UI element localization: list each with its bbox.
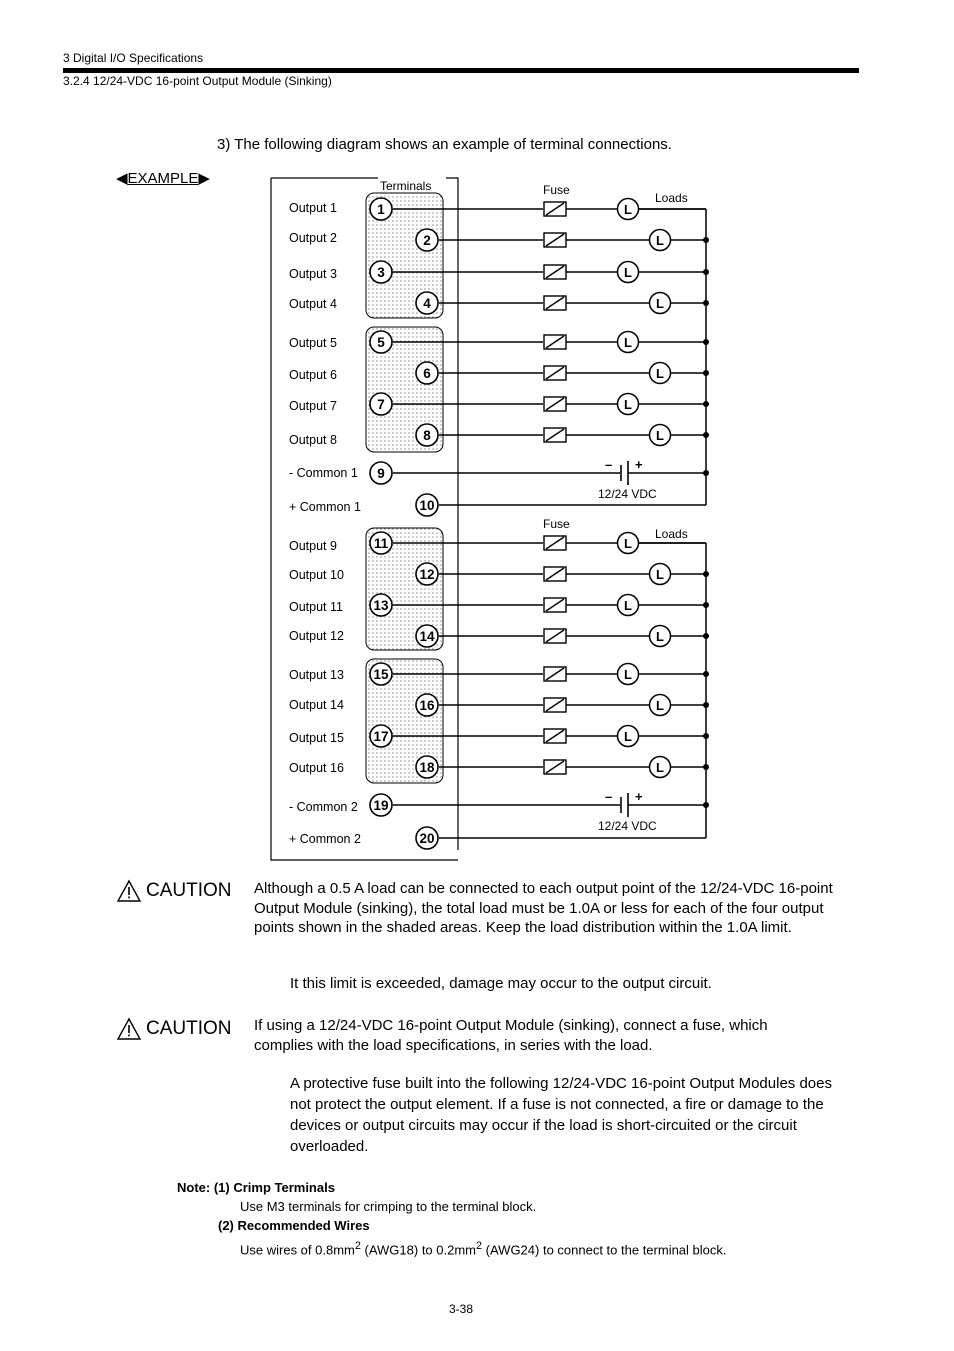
terminal-label: Output 15 xyxy=(289,731,344,745)
note-1-text: Use M3 terminals for crimping to the terminal block. xyxy=(240,1199,537,1214)
caution-heading-2 xyxy=(116,1017,232,1041)
terminal-label: - Common 1 xyxy=(289,466,358,480)
terminal-label: - Common 2 xyxy=(289,800,358,814)
load-symbol: L xyxy=(656,296,664,311)
terminal-number: 18 xyxy=(419,760,435,775)
note-heading xyxy=(177,1178,335,1197)
note-2-text xyxy=(240,1237,740,1259)
terminal-number: 14 xyxy=(419,629,435,644)
terminal-label: Output 16 xyxy=(289,761,344,775)
terminal-number: 15 xyxy=(373,667,389,682)
load-symbol: L xyxy=(624,265,632,280)
caution-2-text: If using a 12/24-VDC 16-point Output Module (sinking), connect a fuse, which complies with the load specifications, in series with the load. xyxy=(254,1017,768,1054)
warning-triangle-icon xyxy=(116,1017,142,1041)
terminal-label: Output 2 xyxy=(289,231,337,245)
note-2-heading: (2) Recommended Wires xyxy=(218,1218,370,1233)
battery-minus-sign: – xyxy=(605,457,613,472)
warning-triangle-icon xyxy=(116,879,142,903)
load-symbol: L xyxy=(624,729,632,744)
terminal-label: + Common 1 xyxy=(289,500,361,514)
terminal-number: 6 xyxy=(423,366,431,381)
battery-minus-sign: – xyxy=(605,789,613,804)
load-symbol: L xyxy=(656,233,664,248)
caution-1-text: Although a 0.5 A load can be connected to each output point of the 12/24-VDC 16-point Output Module (sinking), the total load must be 1.0A or less for each of the four output points shown in the shaded areas. Keep the load distribution within the 1.0A limit. xyxy=(254,880,833,936)
terminal-label: Output 6 xyxy=(289,368,337,382)
load-symbol: L xyxy=(656,629,664,644)
load-symbol: L xyxy=(656,428,664,443)
terminal-label: Output 8 xyxy=(289,433,337,447)
page-number: 3-38 xyxy=(449,1302,474,1316)
load-symbol: L xyxy=(624,397,632,412)
subsection-header: 3.2.4 12/24-VDC 16-point Output Module (Sinking) xyxy=(63,74,332,88)
terminal-number: 16 xyxy=(419,698,435,713)
loads-label: Loads xyxy=(655,191,688,205)
load-symbol: L xyxy=(624,536,632,551)
terminal-label: Output 11 xyxy=(289,600,343,614)
note-2-mid: (AWG18) to 0.2mm xyxy=(360,1242,477,1258)
terminals-label: Terminals xyxy=(380,179,432,193)
terminal-number: 2 xyxy=(423,233,431,248)
load-symbol: L xyxy=(656,698,664,713)
terminal-number: 13 xyxy=(373,598,389,613)
load-symbol: L xyxy=(656,567,664,582)
load-symbol: L xyxy=(624,335,632,350)
battery-plus-sign: + xyxy=(635,789,643,804)
note-2-post: (AWG24) to connect to the terminal block. xyxy=(482,1242,727,1258)
terminal-number: 4 xyxy=(423,296,431,311)
supply-voltage-label: 12/24 VDC xyxy=(598,487,657,501)
terminal-number: 19 xyxy=(373,798,389,813)
caution-heading-1 xyxy=(116,879,232,903)
example-label: EXAMPLE xyxy=(127,170,199,187)
terminal-number: 7 xyxy=(377,397,385,412)
fuse-label: Fuse xyxy=(543,517,570,531)
load-symbol: L xyxy=(624,598,632,613)
terminal-label: Output 3 xyxy=(289,267,337,281)
loads-label: Loads xyxy=(655,527,688,541)
terminal-number: 17 xyxy=(373,729,389,744)
terminal-number: 9 xyxy=(377,466,385,481)
terminal-label: Output 7 xyxy=(289,399,337,413)
fuse-label: Fuse xyxy=(543,183,570,197)
load-symbol: L xyxy=(624,202,632,217)
terminal-number: 3 xyxy=(377,265,385,280)
note-2-pre: Use wires of 0.8mm xyxy=(240,1242,355,1258)
load-symbol: L xyxy=(656,366,664,381)
terminal-label: Output 4 xyxy=(289,297,337,311)
terminal-number: 12 xyxy=(419,567,435,582)
terminal-label: Output 14 xyxy=(289,698,344,712)
caution-label-2: CAUTION xyxy=(146,1018,232,1039)
right-triangle-icon: ▶ xyxy=(198,170,210,187)
terminal-label: Output 1 xyxy=(289,201,337,215)
note-1-heading: Note: (1) Crimp Terminals xyxy=(177,1180,335,1195)
caution-2-detail: A protective fuse built into the following 12/24-VDC 16-point Output Modules does not protect the output element. If a fuse is not connected, a fire or damage to the devices or output circuits may occur if the load is short-circuited or the circuit overloaded. xyxy=(290,1075,832,1155)
terminal-label: Output 10 xyxy=(289,568,344,582)
section-header: 3 Digital I/O Specifications xyxy=(63,51,204,65)
terminal-number: 11 xyxy=(373,536,389,551)
terminal-number: 20 xyxy=(419,831,435,846)
note-2-sup2: 2 xyxy=(476,1240,483,1252)
intro-text: 3) The following diagram shows an example of terminal connections. xyxy=(217,136,672,153)
terminal-number: 5 xyxy=(377,335,385,350)
terminal-label: Output 13 xyxy=(289,668,344,682)
terminal-number: 8 xyxy=(423,428,431,443)
caution-1-detail: It this limit is exceeded, damage may occur to the output circuit. xyxy=(290,975,712,992)
terminal-number: 1 xyxy=(377,202,385,217)
load-symbol: L xyxy=(656,760,664,775)
caution-label-1: CAUTION xyxy=(146,880,232,901)
terminal-label: Output 12 xyxy=(289,629,344,643)
terminal-label: Output 9 xyxy=(289,539,337,553)
terminal-label: Output 5 xyxy=(289,336,337,350)
terminal-number: 10 xyxy=(419,498,435,513)
terminal-label: + Common 2 xyxy=(289,832,361,846)
battery-plus-sign: + xyxy=(635,457,643,472)
supply-voltage-label: 12/24 VDC xyxy=(598,819,657,833)
load-symbol: L xyxy=(624,667,632,682)
note-2-heading-wrap xyxy=(218,1216,370,1235)
note-2-sup1: 2 xyxy=(354,1240,361,1252)
left-triangle-icon: ◀ xyxy=(116,170,128,187)
